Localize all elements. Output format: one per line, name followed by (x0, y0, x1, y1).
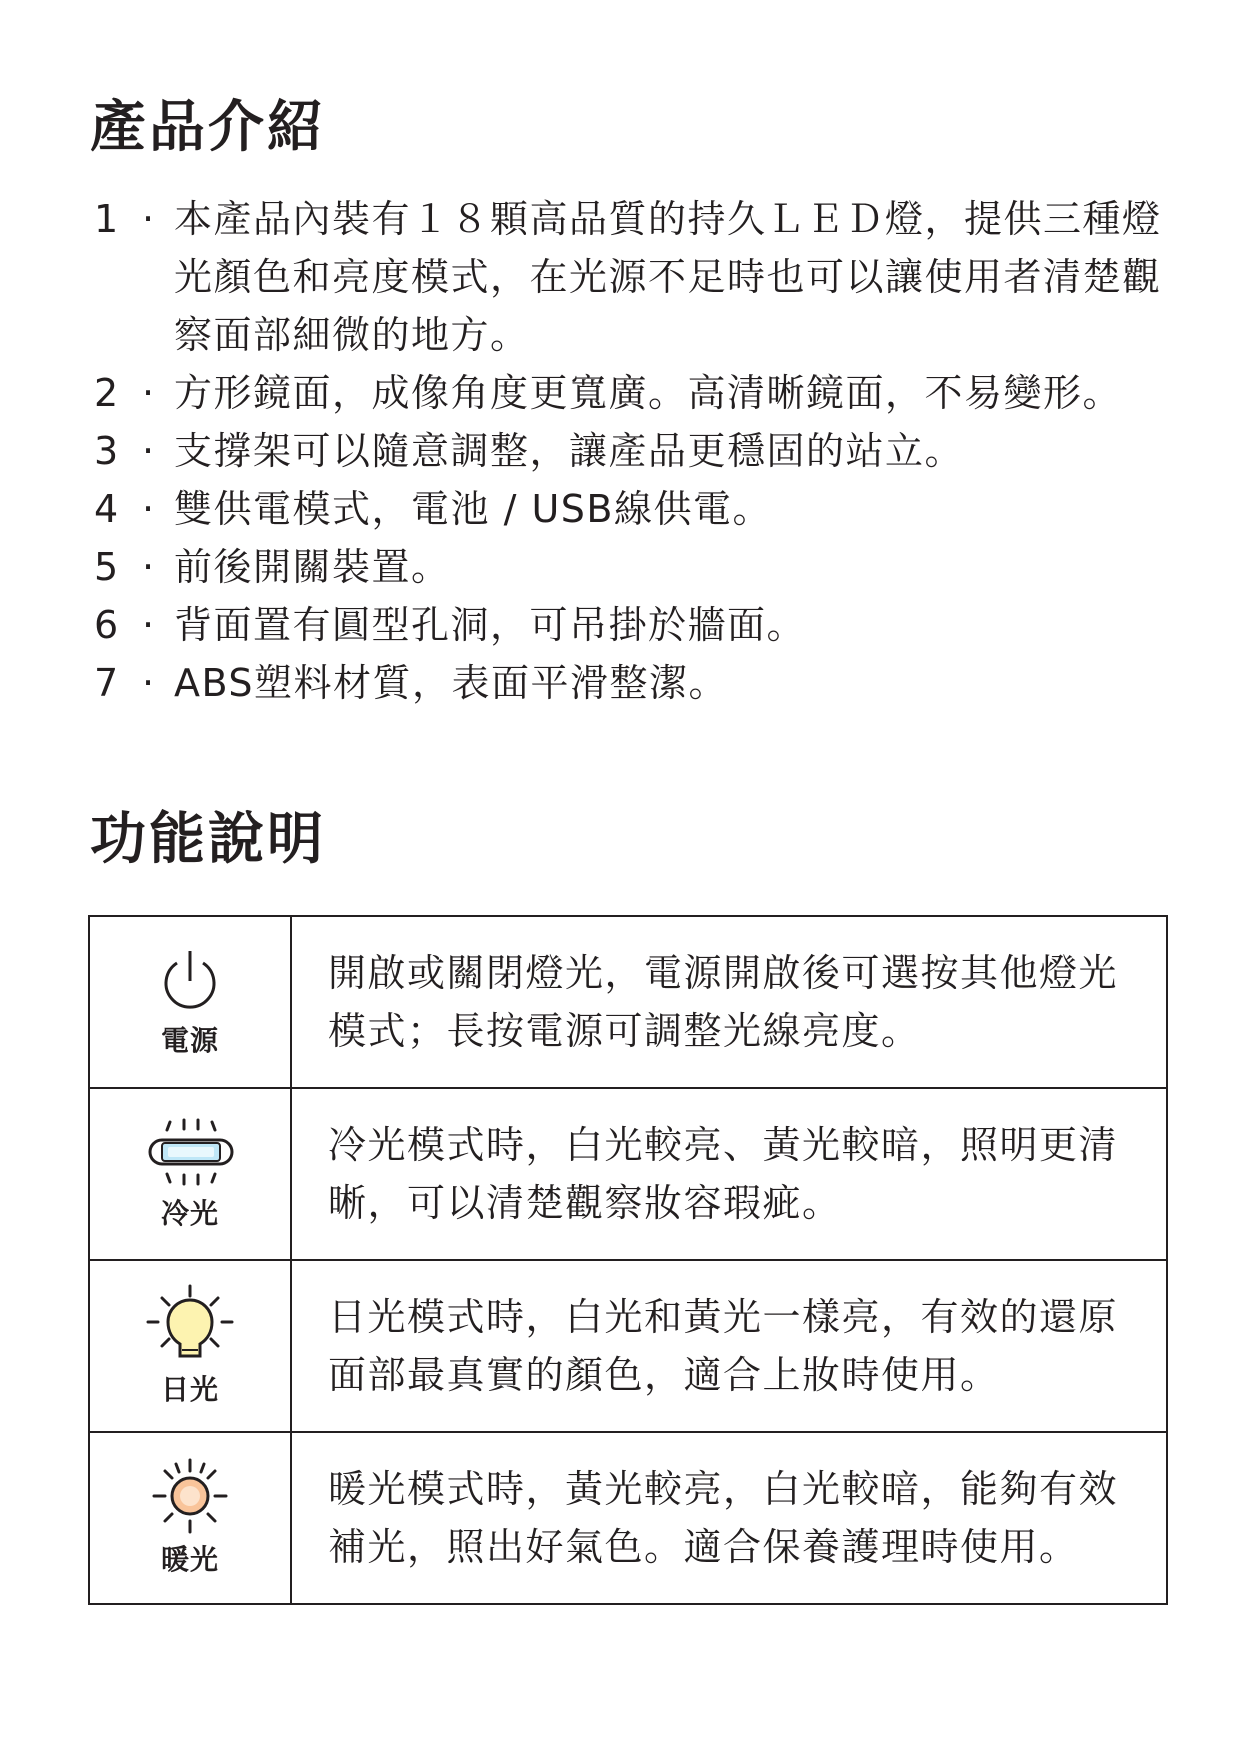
day-light-label: 日光 (160, 1373, 219, 1406)
item-bullet-dot: · (142, 603, 156, 647)
list-item (88, 596, 1188, 654)
power-icon (155, 945, 225, 1015)
list-item (88, 364, 1188, 422)
item-text: 支撐架可以隨意調整，讓產品更穩固的站立。 (174, 429, 965, 473)
item-text: 前後開關裝置。 (174, 545, 451, 589)
table-row (89, 916, 1167, 1088)
power-description: 開啟或關閉燈光，電源開啟後可選按其他燈光模式；長按電源可調整光線亮度。 (291, 916, 1167, 1088)
sun-icon (150, 1458, 230, 1534)
functions-table (88, 915, 1168, 1605)
cool-light-description: 冷光模式時，白光較亮、黃光較暗，照明更清晰，可以清楚觀察妝容瑕疵。 (291, 1088, 1167, 1260)
table-row (89, 1260, 1167, 1432)
item-text: 方形鏡面，成像角度更寬廣。高清晰鏡面，不易變形。 (174, 371, 1123, 415)
list-item (88, 190, 1188, 364)
item-bullet-dot: · (142, 371, 156, 415)
bulb-icon (142, 1284, 238, 1364)
intro-list (88, 190, 1188, 712)
warm-light-description: 暖光模式時，黃光較亮，白光較暗，能夠有效補光，照出好氣色。適合保養護理時使用。 (291, 1432, 1167, 1604)
item-text: ABS塑料材質，表面平滑整潔。 (174, 661, 729, 705)
item-number: 6 (94, 603, 120, 647)
item-bullet-dot: · (142, 487, 156, 531)
item-text: 雙供電模式，電池 / USB線供電。 (174, 487, 772, 531)
cool-light-label: 冷光 (160, 1197, 219, 1230)
power-label: 電源 (160, 1024, 219, 1057)
list-item (88, 538, 1188, 596)
list-item (88, 480, 1188, 538)
cool-light-icon (142, 1116, 238, 1188)
item-number: 1 (94, 197, 120, 241)
warm-light-label: 暖光 (160, 1543, 219, 1576)
item-text: 背面置有圓型孔洞，可吊掛於牆面。 (174, 603, 807, 647)
item-number: 5 (94, 545, 120, 589)
item-bullet-dot: · (142, 545, 156, 589)
intro-heading: 產品介紹 (90, 95, 326, 160)
icon-cell (89, 1260, 291, 1432)
item-number: 2 (94, 371, 120, 415)
functions-heading: 功能說明 (90, 807, 326, 872)
item-number: 7 (94, 661, 120, 705)
icon-cell (89, 1432, 291, 1604)
item-number: 4 (94, 487, 120, 531)
day-light-description: 日光模式時，白光和黃光一樣亮，有效的還原面部最真實的顏色，適合上妝時使用。 (291, 1260, 1167, 1432)
list-item (88, 422, 1188, 480)
icon-cell (89, 916, 291, 1088)
item-bullet-dot: · (142, 661, 156, 705)
item-text: 本產品內裝有１８顆高品質的持久ＬＥＤ燈，提供三種燈光顏色和亮度模式，在光源不足時也可以讓使用者清楚觀察面部細微的地方。 (174, 197, 1162, 357)
item-bullet-dot: · (142, 429, 156, 473)
item-number: 3 (94, 429, 120, 473)
table-row (89, 1432, 1167, 1604)
item-bullet-dot: · (142, 197, 156, 241)
icon-cell (89, 1088, 291, 1260)
table-row (89, 1088, 1167, 1260)
list-item (88, 654, 1188, 712)
